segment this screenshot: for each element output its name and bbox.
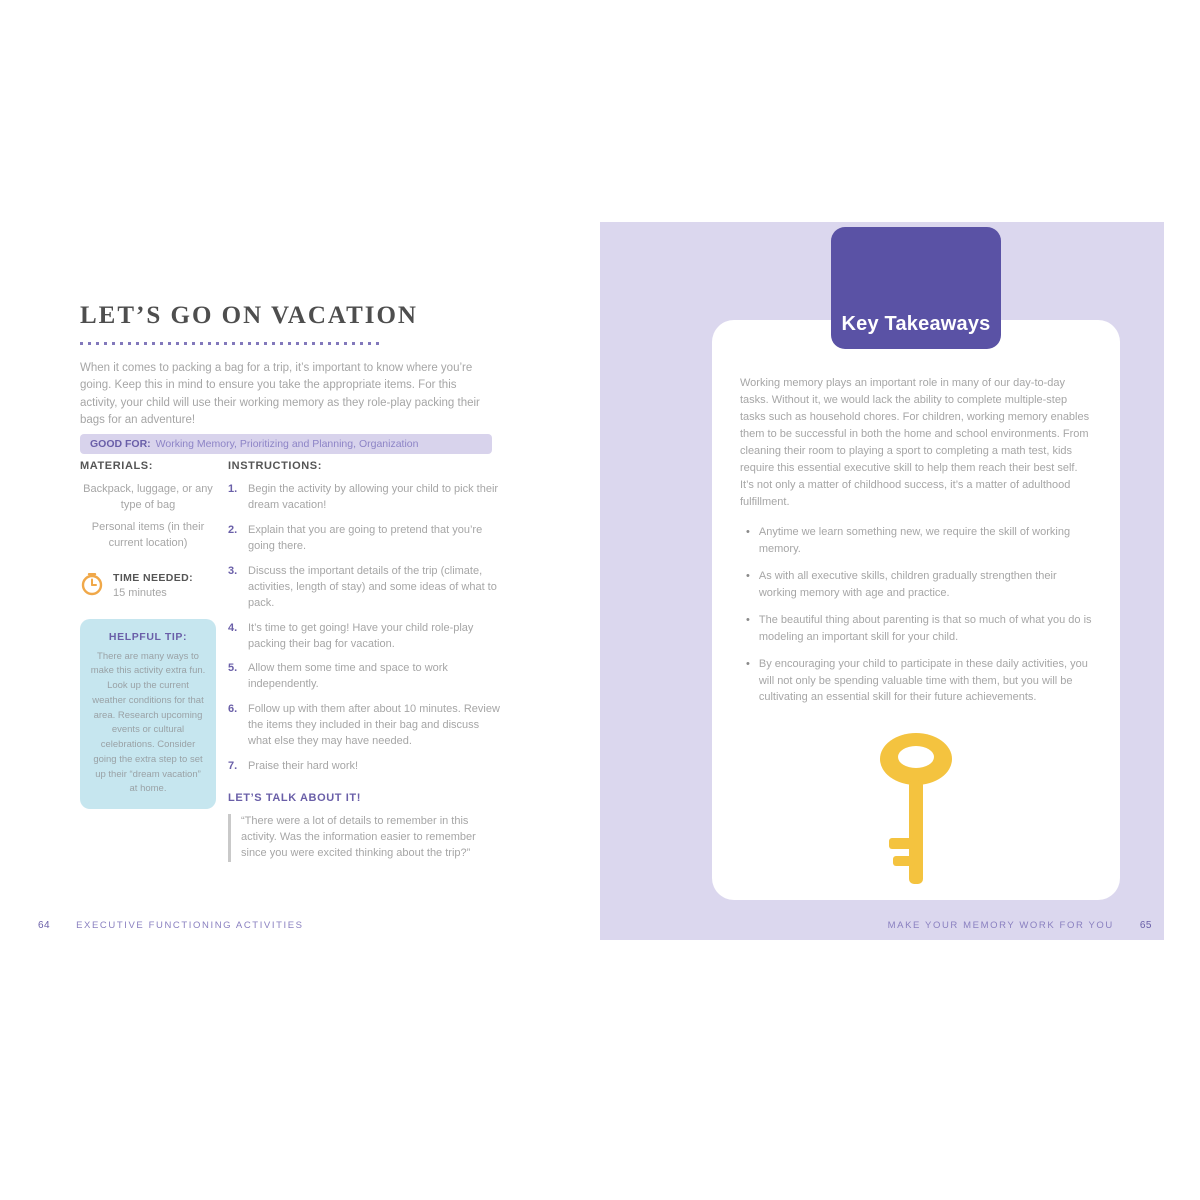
step-text: Follow up with them after about 10 minutes. Review the items they included in their bag and discuss what else they may have needed. [248,703,500,748]
bullet-dot: • [746,614,750,627]
key-takeaways-title: Key Takeaways [841,313,991,335]
key-icon [877,732,955,892]
left-page [30,222,600,940]
takeaway-item [746,656,1092,706]
step-number: 2. [228,523,238,536]
step-text: Allow them some time and space to work independently. [248,662,448,691]
time-needed-block [80,572,216,599]
instruction-step [228,661,502,693]
takeaway-text: Anytime we learn something new, we require the skill of working memory. [758,526,1071,555]
good-for-text: Working Memory, Prioritizing and Planning, Organization [155,438,419,450]
helpful-tip-heading: HELPFUL TIP: [108,630,188,643]
instruction-step [228,482,502,514]
time-needed-text [113,572,193,599]
right-footer-title: MAKE YOUR MEMORY WORK FOR YOU [887,920,1114,931]
bullet-dot: • [746,658,750,671]
key-takeaways-card [712,320,1120,900]
talk-about-quote: “There were a lot of details to remember in this activity. Was the information easier to remember since you were excited thinking about the trip?” [228,814,502,862]
helpful-tip-text: There are many ways to make this activity extra fun. Look up the current weather conditions for that area. Research upcoming events or cultural celebrations. Consider going the extra step to set up their “dream vacation” at home. [90,650,206,795]
clock-icon [80,572,104,596]
takeaway-text: By encouraging your child to participate in these daily activities, you will not only be spending valuable time with them, but you will be cultivating an essential skill for their future achievements. [758,658,1088,704]
takeaway-item [746,524,1092,557]
step-number: 5. [228,662,238,675]
instruction-step [228,702,502,750]
right-page-number: 65 [1139,920,1152,931]
takeaway-item [746,568,1092,601]
left-footer-title: EXECUTIVE FUNCTIONING ACTIVITIES [76,920,304,931]
step-number: 6. [228,703,238,716]
helpful-tip-box [80,619,216,809]
takeaways-intro: Working memory plays an important role in many of our day-to-day tasks. Without it, we would lack the ability to complete multiple-step tasks such as household chores. For children, working memory enables them to be successful in both the home and school environments. From cleaning their room to playing a sport to completing a math test, kids require this essential executive skill to help them reach their best self. It’s not only a matter of childhood success, it’s a matter of adulthood fulfillment. [740,377,1090,509]
step-text: Discuss the important details of the trip (climate, activities, length of stay) and some ideas of what to pack. [248,564,497,609]
step-number: 7. [228,760,238,773]
takeaway-item [746,612,1092,645]
time-needed-label: TIME NEEDED: [113,571,194,584]
right-page-footer [888,920,1152,931]
step-number: 4. [228,621,238,634]
step-text: Begin the activity by allowing your child to pick their dream vacation! [248,483,499,511]
bullet-dot: • [746,526,750,539]
good-for-label: GOOD FOR: [90,438,151,450]
right-page [600,222,1164,940]
instruction-step [228,621,502,653]
time-needed-value: 15 minutes [113,586,167,599]
takeaways-list [740,524,1092,706]
activity-intro: When it comes to packing a bag for a trip, it’s important to know where you’re going. Keep this in mind to ensure you take the appropriate items. For this activity, your child will use their working memory as they role-play packing their bags for an adventure! [80,362,480,426]
talk-about-heading: LET’S TALK ABOUT IT! [228,792,361,805]
instruction-step [228,759,502,775]
instructions-list [228,482,502,775]
instructions-heading: INSTRUCTIONS: [228,460,322,472]
step-text: It’s time to get going! Have your child role-play packing their bag for vacation. [248,621,474,650]
step-number: 3. [228,564,238,577]
instruction-step [228,523,502,555]
left-page-footer [38,920,304,931]
materials-item: Backpack, luggage, or any type of bag [83,483,213,511]
instruction-step [228,564,502,612]
left-page-number: 64 [38,920,51,931]
materials-column [80,460,216,809]
key-illustration [877,732,955,897]
instructions-column [228,460,502,862]
activity-title: LET’S GO ON VACATION [80,302,418,329]
materials-heading: MATERIALS: [80,460,154,472]
step-number: 1. [228,483,238,495]
step-text: Praise their hard work! [248,760,359,773]
step-text: Explain that you are going to pretend that you’re going there. [248,523,483,552]
takeaway-text: As with all executive skills, children gradually strengthen their working memory with age and practice. [758,570,1057,599]
title-underline [80,342,382,345]
key-takeaways-tab [831,227,1001,349]
good-for-badge [80,434,492,454]
takeaway-text: The beautiful thing about parenting is that so much of what you do is modeling an important skill for your child. [758,614,1092,643]
materials-item: Personal items (in their current location) [91,520,205,549]
bullet-dot: • [746,570,750,583]
